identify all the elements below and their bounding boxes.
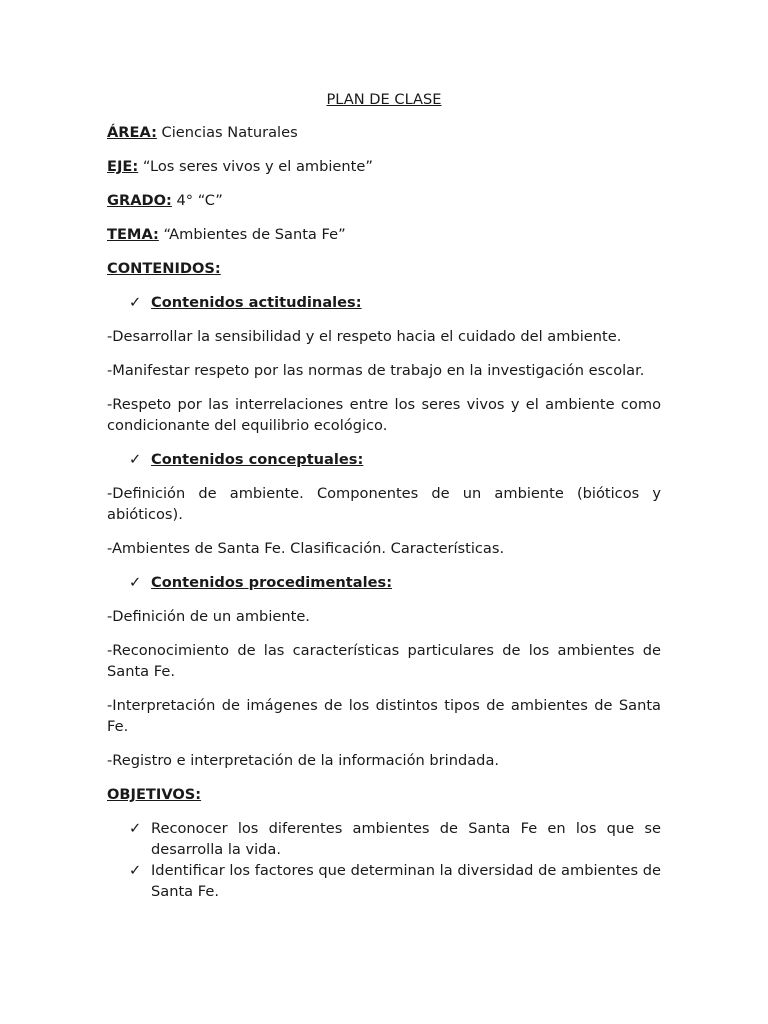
objective-text: Reconocer los diferentes ambientes de Santa Fe en los que se desarrolla la vida. xyxy=(151,820,661,858)
field-tema-label: TEMA: xyxy=(107,226,159,243)
checkmark-icon: ✓ xyxy=(129,862,142,879)
objectives-heading: OBJETIVOS: xyxy=(107,786,202,803)
content-item: -Reconocimiento de las características particulares de los ambientes de Santa Fe. xyxy=(107,642,661,680)
field-eje-value: “Los seres vivos y el ambiente” xyxy=(142,158,373,175)
content-item: -Desarrollar la sensibilidad y el respeto hacia el cuidado del ambiente. xyxy=(107,328,622,345)
field-area-value: Ciencias Naturales xyxy=(161,124,298,141)
checkmark-icon: ✓ xyxy=(129,820,142,837)
content-item: -Registro e interpretación de la información brindada. xyxy=(107,752,500,769)
document-title: PLAN DE CLASE xyxy=(326,91,442,108)
field-area-label: ÁREA: xyxy=(107,124,157,141)
section-conceptuales-title: Contenidos conceptuales: xyxy=(151,451,364,468)
objective-item xyxy=(107,818,661,860)
field-eje-label: EJE: xyxy=(107,158,139,175)
field-area xyxy=(107,122,661,143)
section-procedimentales-heading xyxy=(129,572,661,593)
objective-item xyxy=(107,860,661,902)
field-grado-value: 4° “C” xyxy=(176,192,223,209)
checkmark-icon: ✓ xyxy=(129,574,142,591)
field-grado-label: GRADO: xyxy=(107,192,172,209)
checkmark-icon: ✓ xyxy=(129,451,142,468)
field-grado xyxy=(107,190,661,211)
content-item: -Definición de un ambiente. xyxy=(107,608,310,625)
contents-heading: CONTENIDOS: xyxy=(107,260,221,277)
content-item: -Definición de ambiente. Componentes de un ambiente (bióticos y abióticos). xyxy=(107,485,661,523)
checkmark-icon: ✓ xyxy=(129,294,142,311)
field-eje xyxy=(107,156,661,177)
field-tema-value: “Ambientes de Santa Fe” xyxy=(163,226,346,243)
content-item: -Ambientes de Santa Fe. Clasificación. Características. xyxy=(107,540,505,557)
field-tema xyxy=(107,224,661,245)
content-item: -Respeto por las interrelaciones entre los seres vivos y el ambiente como condicionante del equilibrio ecológico. xyxy=(107,396,661,434)
objectives-list xyxy=(107,818,661,902)
section-actitudinales-title: Contenidos actitudinales: xyxy=(151,294,362,311)
document-content xyxy=(107,89,661,902)
content-item: -Manifestar respeto por las normas de trabajo en la investigación escolar. xyxy=(107,362,645,379)
content-item: -Interpretación de imágenes de los distintos tipos de ambientes de Santa Fe. xyxy=(107,697,661,735)
section-procedimentales-title: Contenidos procedimentales: xyxy=(151,574,393,591)
section-conceptuales-heading xyxy=(129,449,661,470)
objective-text: Identificar los factores que determinan la diversidad de ambientes de Santa Fe. xyxy=(151,862,661,900)
section-actitudinales-heading xyxy=(129,292,661,313)
